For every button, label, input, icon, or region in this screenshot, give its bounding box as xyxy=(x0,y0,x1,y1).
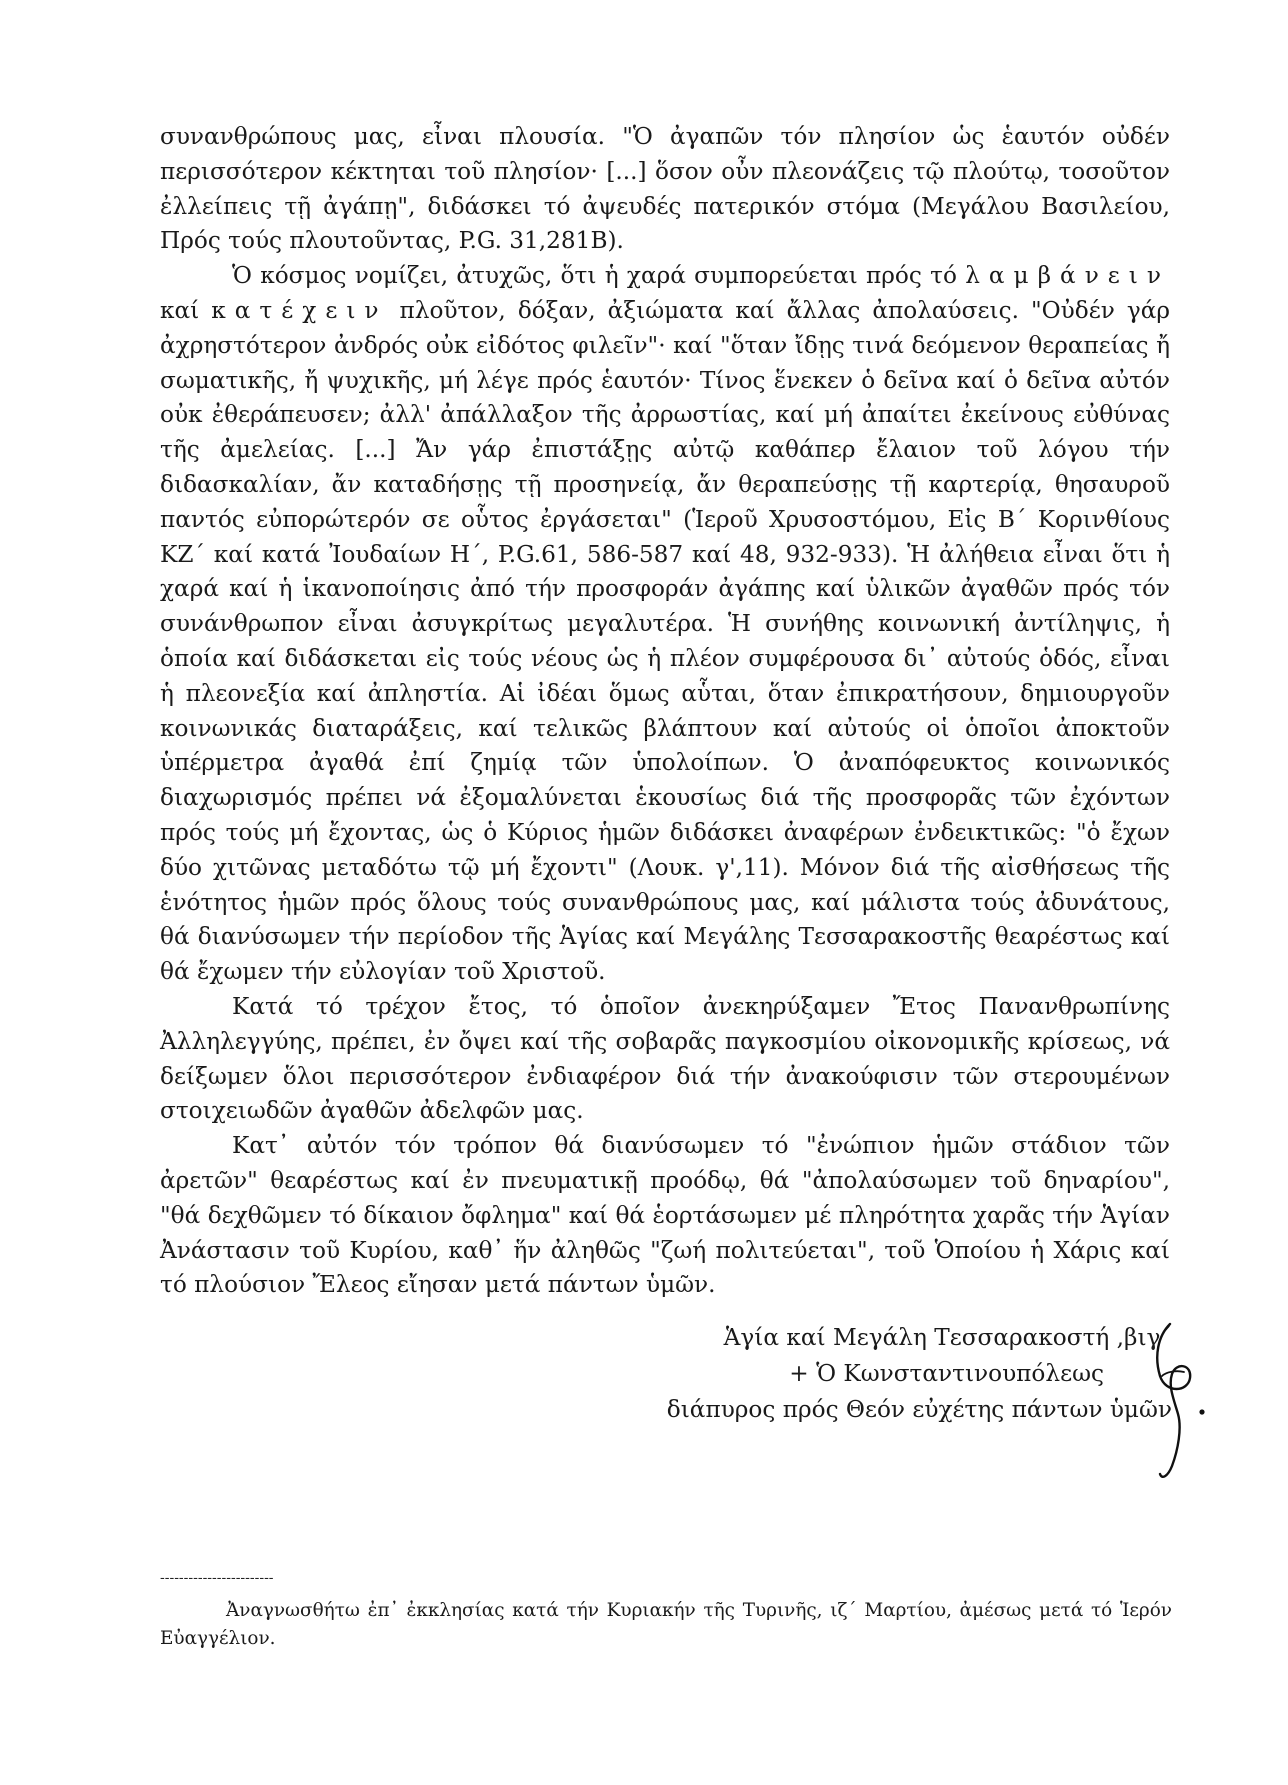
paragraph-1: συνανθρώπους μας, εἶναι πλουσία. "Ὁ ἀγαπῶν τόν πλησίον ὡς ἑαυτόν οὐδέν περισσότερον κέκτηται τοῦ πλησίον· [...] ὅσον οὖν πλεονάζεις τῷ πλούτῳ, τοσοῦτον ἐλλείπεις τῇ ἀγάπῃ", διδάσκει τό ἀψευδές πατερικόν στόμα (Μεγάλου Βασιλείου, Πρός τούς πλουτοῦντας, P.G. 31,281B). xyxy=(160,123,1170,255)
spaced-word-katechein: κατέχειν xyxy=(211,296,388,324)
letter-body xyxy=(160,120,1170,1303)
signature-date-line: Ἁγία καί Μεγάλη Τεσσαρακοστή ,βιγ΄ xyxy=(723,1324,1172,1351)
footnote-divider: ------------------------ xyxy=(160,1570,274,1586)
spaced-word-lambanein: λαμβάνειν xyxy=(965,262,1170,290)
paragraph-2-join: καί xyxy=(160,296,212,324)
footnote-text: Ἀναγνωσθήτω ἐπ᾿ ἐκκλησίας κατά τήν Κυριακήν τῆς Τυρινῆς, ιζ΄ Μαρτίου, ἀμέσως μετά τό Ἱερόν Εὐαγγέλιον. xyxy=(160,1600,1172,1649)
signature-signatory-line: + Ὁ Κωνσταντινουπόλεως xyxy=(789,1360,1104,1387)
paragraph-3: Κατά τό τρέχον ἔτος, τό ὁποῖον ἀνεκηρύξαμεν Ἔτος Πανανθρωπίνης Ἀλληλεγγύης, πρέπει, ἐν ὄψει καί τῆς σοβαρᾶς παγκοσμίου οἰκονομικῆς κρίσεως, νά δείξωμεν ὅλοι περισσότερον ἐνδιαφέρον διά τήν ἀνακούφισιν τῶν στερουμένων στοιχειωδῶν ἀγαθῶν ἀδελφῶν μας. xyxy=(160,992,1170,1125)
paragraph-2-lead: Ὁ κόσμος νομίζει, ἀτυχῶς, ὅτι ἡ χαρά συμπορεύεται πρός τό xyxy=(232,262,966,290)
signature-block xyxy=(580,1320,1172,1428)
paragraph-2-rest: πλοῦτον, δόξαν, ἀξιώματα καί ἄλλας ἀπολαύσεις. "Οὐδέν γάρ ἀχρηστότερον ἀνδρός οὐκ εἰδότος φιλεῖν"· καί "ὅταν ἴδῃς τινά δεόμενον θεραπείας ἤ σωματικῆς, ἤ ψυχικῆς, μή λέγε πρός ἑαυτόν· Τίνος ἕνεκεν ὁ δεῖνα καί ὁ δεῖνα αὐτόν οὐκ ἐθεράπευσεν; ἀλλ' ἀπάλλαξον τῆς ἀρρωστίας, καί μή ἀπαίτει ἐκείνους εὐθύνας τῆς ἀμελείας. [...] Ἄν γάρ ἐπιστάξῃς αὐτῷ καθάπερ ἔλαιον τοῦ λόγου τήν διδασκαλίαν, ἄν καταδήσῃς τῇ προσηνείᾳ, ἄν θεραπεύσῃς τῇ καρτερίᾳ, θησαυροῦ παντός εὐπορώτερόν σε οὗτος ἐργάσεται" (Ἱεροῦ Χρυσοστόμου, Εἰς Β΄ Κορινθίους ΚΖ΄ καί κατά Ἰουδαίων Η΄, P.G.61, 586-587 καί 48, 932-933). Ἡ ἀλήθεια εἶναι ὅτι ἡ χαρά καί ἡ ἱκανοποίησις ἀπό τήν προσφοράν ἀγάπης καί ὑλικῶν ἀγαθῶν πρός τόν συνάνθρωπον εἶναι ἀσυγκρίτως μεγαλυτέρα. Ἡ συνήθης κοινωνική ἀντίληψις, ἡ ὁποία καί διδάσκεται εἰς τούς νέους ὡς ἡ πλέον συμφέρουσα δι᾿ αὐτούς ὁδός, εἶναι ἡ πλεονεξία καί ἀπληστία. Αἱ ἰδέαι ὅμως αὗται, ὅταν ἐπικρατήσουν, δημιουργοῦν κοινωνικάς διαταράξεις, καί τελικῶς βλάπτουν καί αὐτούς οἱ ὁποῖοι ἀποκτοῦν ὑπέρμετρα ἀγαθά ἐπί ζημίᾳ τῶν ὑπολοίπων. Ὁ ἀναπόφευκτος κοινωνικός διαχωρισμός πρέπει νά ἐξομαλύνεται ἑκουσίως διά τῆς προσφορᾶς τῶν ἐχόντων πρός τούς μή ἔχοντας, ὡς ὁ Κύριος ἡμῶν διδάσκει ἀναφέρων ἐνδεικτικῶς: "ὁ ἔχων δύο χιτῶνας μεταδότω τῷ μή ἔχοντι" (Λουκ. γ',11). Μόνον διά τῆς αἰσθήσεως τῆς ἑνότητος ἡμῶν πρός ὅλους τούς συνανθρώπους μας, καί μάλιστα τούς ἀδυνάτους, θά διανύσωμεν τήν περίοδον τῆς Ἁγίας καί Μεγάλης Τεσσαρακοστῆς θεαρέστως καί θά ἔχωμεν τήν εὐλογίαν τοῦ Χριστοῦ. xyxy=(160,296,1170,986)
signature-closing-line: διάπυρος πρός Θεόν εὐχέτης πάντων ὑμῶν xyxy=(666,1396,1172,1423)
handwritten-signature-mark xyxy=(1148,1316,1208,1486)
paragraph-2 xyxy=(160,259,1170,990)
paragraph-4: Κατ᾿ αὐτόν τόν τρόπον θά διανύσωμεν τό "ἐνώπιον ἡμῶν στάδιον τῶν ἀρετῶν" θεαρέστως καί ἐν πνευματικῇ προόδῳ, θά "ἀπολαύσωμεν τοῦ δηναρίου", "θά δεχθῶμεν τό δίκαιον ὄφλημα" καί θά ἑορτάσωμεν μέ πληρότητα χαρᾶς τήν Ἁγίαν Ἀνάστασιν τοῦ Κυρίου, καθ᾿ ἥν ἀληθῶς "ζωή πολιτεύεται", τοῦ Ὁποίου ἡ Χάρις καί τό πλούσιον Ἔλεος εἴησαν μετά πάντων ὑμῶν. xyxy=(160,1132,1170,1299)
footnote xyxy=(160,1597,1172,1653)
